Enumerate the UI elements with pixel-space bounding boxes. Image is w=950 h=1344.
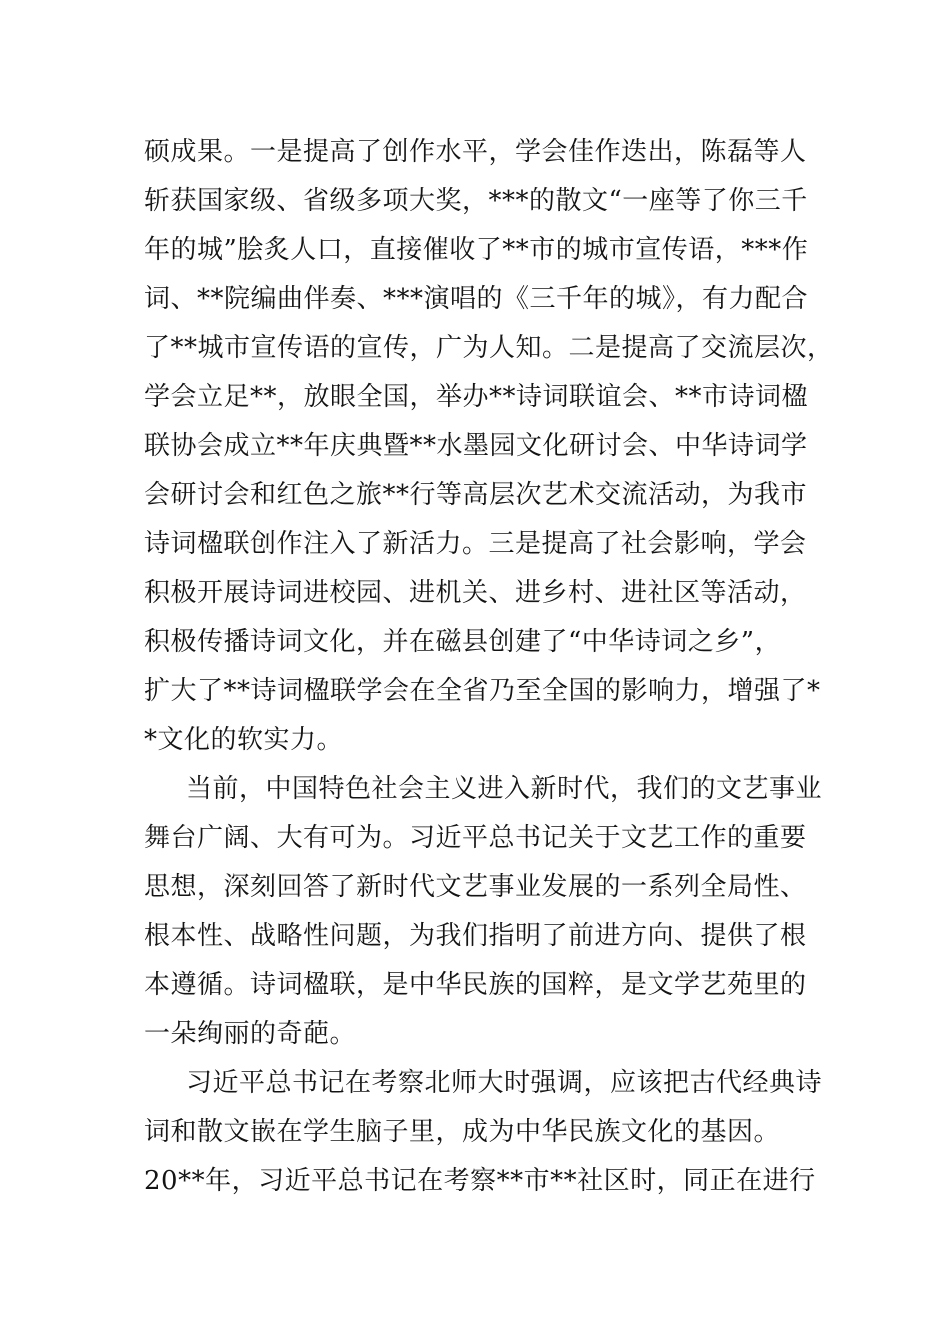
paragraph-first-line: 当前，中国特色社会主义进入新时代，我们的文艺事业: [186, 774, 823, 804]
text-line: 会研讨会和红色之旅**行等高层次艺术交流活动，为我市: [144, 480, 808, 510]
text-line: 诗词楹联创作注入了新活力。三是提高了社会影响，学会: [144, 529, 807, 559]
text-line: 20**年，习近平总书记在考察**市**社区时，同正在进行: [144, 1166, 816, 1196]
paragraph-first-line: 习近平总书记在考察北师大时强调，应该把古代经典诗: [186, 1068, 823, 1098]
text-line: 联协会成立**年庆典暨**水墨园文化研讨会、中华诗词学: [144, 431, 808, 461]
text-line: 斩获国家级、省级多项大奖，***的散文“一座等了你三千: [144, 186, 808, 216]
text-line: 硕成果。一是提高了创作水平，学会佳作迭出，陈磊等人: [144, 137, 807, 167]
text-line: 了**城市宣传语的宣传，广为人知。二是提高了交流层次，: [144, 333, 834, 363]
text-line: 积极开展诗词进校园、进机关、进乡村、进社区等活动，: [144, 578, 807, 608]
text-line: 词和散文嵌在学生脑子里，成为中华民族文化的基因。: [144, 1117, 781, 1147]
text-line: 扩大了**诗词楹联学会在全省乃至全国的影响力，增强了*: [144, 676, 821, 706]
text-line: *文化的软实力。: [144, 725, 344, 755]
text-line: 一朵绚丽的奇葩。: [144, 1019, 357, 1049]
text-line: 年的城”脍炙人口，直接催收了**市的城市宣传语，***作: [144, 235, 809, 265]
text-line: 学会立足**，放眼全国，举办**诗词联谊会、**市诗词楹: [144, 382, 809, 412]
text-line: 本遵循。诗词楹联，是中华民族的国粹，是文学艺苑里的: [144, 970, 807, 1000]
text-line: 舞台广阔、大有可为。习近平总书记关于文艺工作的重要: [144, 823, 807, 853]
text-line: 思想，深刻回答了新时代文艺事业发展的一系列全局性、: [144, 872, 807, 902]
text-line: 根本性、战略性问题，为我们指明了前进方向、提供了根: [144, 921, 807, 951]
text-line: 积极传播诗词文化，并在磁县创建了“中华诗词之乡”，: [144, 627, 782, 657]
text-line: 词、**院编曲伴奏、***演唱的《三千年的城》，有力配合: [144, 284, 809, 314]
